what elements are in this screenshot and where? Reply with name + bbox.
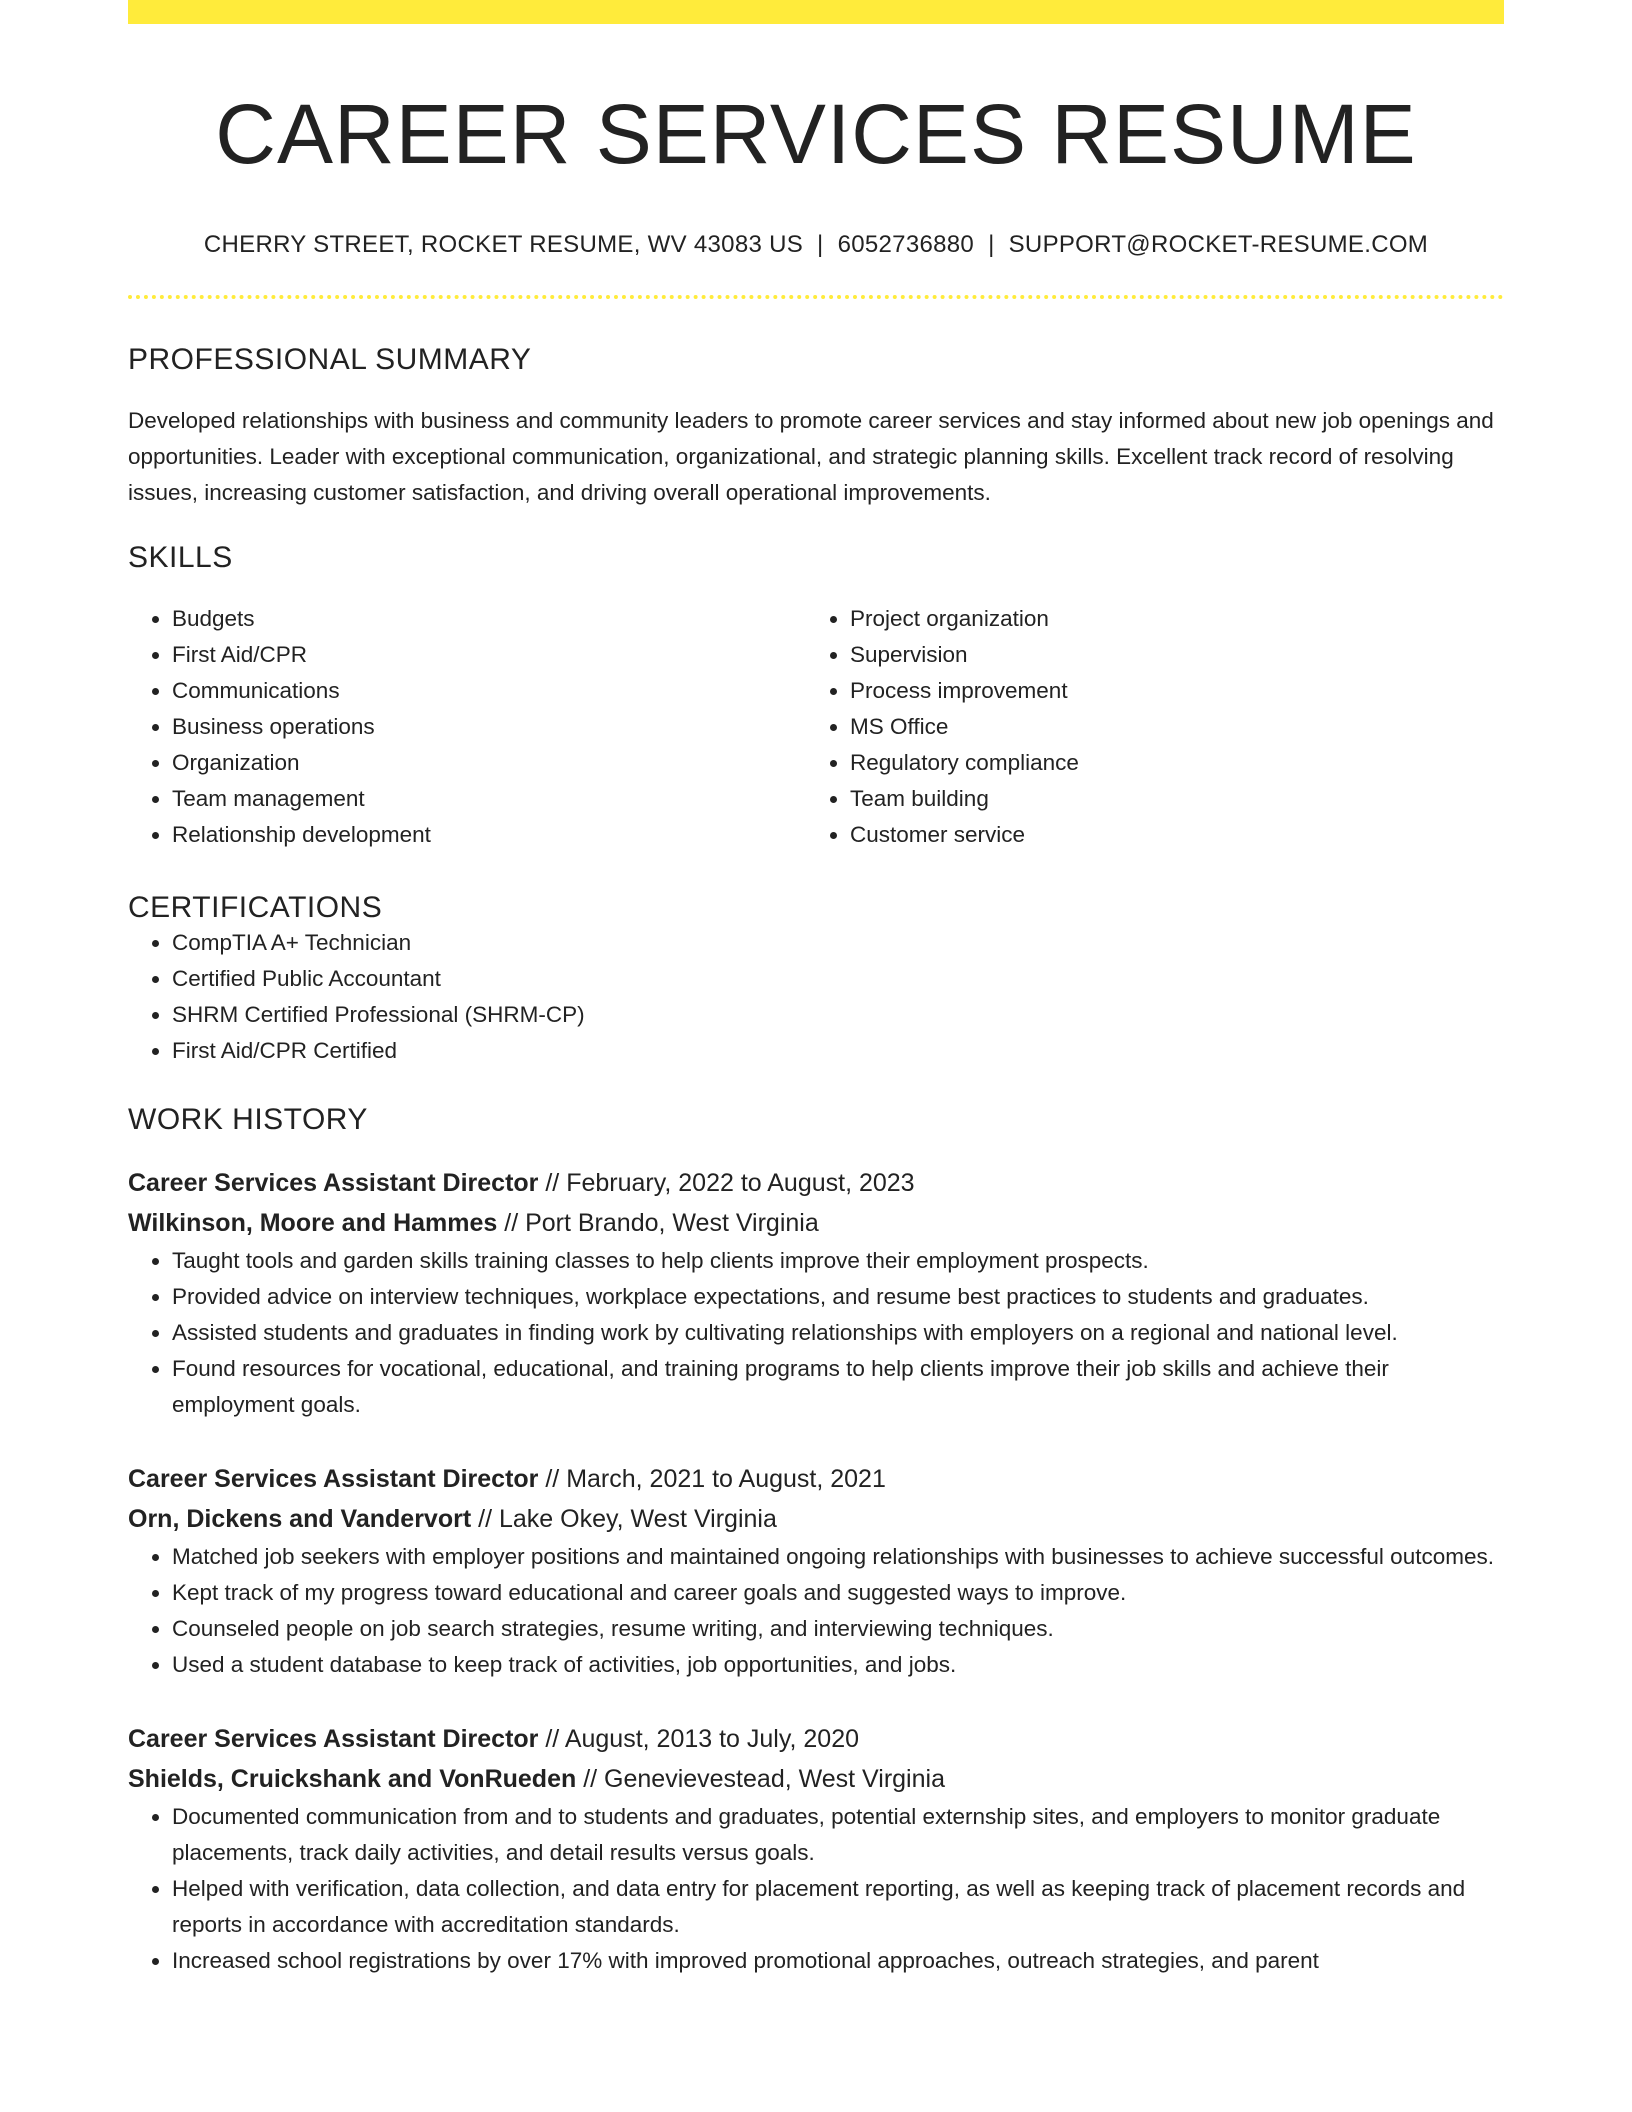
job-duty: • Documented communication from and to students and graduates, potential externship sites, and employers to monitor graduate placements, track daily activities, and detail results versus goals. [172, 1799, 1504, 1871]
contact-separator: | [988, 230, 995, 258]
skill-item: • Process improvement [850, 673, 1484, 709]
contact-phone: 6052736880 [837, 230, 975, 258]
certification-item: • First Aid/CPR Certified [172, 1033, 1504, 1069]
skill-item: • Team management [172, 781, 806, 817]
job-duty: • Matched job seekers with employer positions and maintained ongoing relationships with businesses to achieve successful outcomes. [172, 1539, 1504, 1575]
job-duty: • Counseled people on job search strategies, resume writing, and interviewing techniques. [172, 1611, 1504, 1647]
skill-item: • Organization [172, 745, 806, 781]
skill-item: • Regulatory compliance [850, 745, 1484, 781]
job-company-line [128, 1759, 1504, 1799]
skill-item: • Budgets [172, 601, 806, 637]
certifications-heading: CERTIFICATIONS [128, 890, 383, 924]
skill-item: • Customer service [850, 817, 1484, 853]
job-entry [128, 1719, 1504, 1979]
job-role: Career Services Assistant Director [128, 1464, 539, 1493]
certification-item: • SHRM Certified Professional (SHRM-CP) [172, 997, 1504, 1033]
job-duty: • Taught tools and garden skills training classes to help clients improve their employment prospects. [172, 1243, 1504, 1279]
certification-item: • Certified Public Accountant [172, 961, 1504, 997]
job-role: Career Services Assistant Director [128, 1168, 539, 1197]
resume-page [128, 0, 1504, 1979]
skills-list-left [128, 601, 806, 853]
work-history-heading: WORK HISTORY [128, 1102, 368, 1136]
skills-column-left [128, 601, 806, 853]
skill-item: • Project organization [850, 601, 1484, 637]
job-duty: • Assisted students and graduates in finding work by cultivating relationships with employers on a regional and national level. [172, 1315, 1504, 1351]
job-entry [128, 1459, 1504, 1683]
job-dates: // March, 2021 to August, 2021 [545, 1464, 886, 1493]
skill-item: • Supervision [850, 637, 1484, 673]
skill-item: • Communications [172, 673, 806, 709]
job-entry [128, 1163, 1504, 1423]
contact-email: SUPPORT@ROCKET-RESUME.COM [1008, 230, 1429, 258]
job-location: // Port Brando, West Virginia [504, 1208, 819, 1237]
skill-item: • Business operations [172, 709, 806, 745]
accent-top-bar [128, 0, 1504, 24]
dotted-divider [128, 295, 1504, 299]
certifications-list [128, 925, 1504, 1069]
job-company: Orn, Dickens and Vandervort [128, 1504, 472, 1533]
contact-line [128, 231, 1504, 259]
job-duties-list [128, 1799, 1504, 1979]
skills-column-right [806, 601, 1484, 853]
skills-grid [128, 601, 1504, 853]
job-role-line [128, 1719, 1504, 1759]
skill-item: • MS Office [850, 709, 1484, 745]
job-role: Career Services Assistant Director [128, 1724, 539, 1753]
skills-list-right [806, 601, 1484, 853]
skill-item: • Team building [850, 781, 1484, 817]
job-company: Wilkinson, Moore and Hammes [128, 1208, 498, 1237]
summary-text: Developed relationships with business and community leaders to promote career services and stay informed about new job openings and opportunities. Leader with exceptional communication, organizational, and strategic planning skills. Excellent track record of resolving issues, increasing customer satisfaction, and driving overall operational improvements. [128, 407, 1494, 505]
resume-title: CAREER SERVICES RESUME [215, 87, 1417, 181]
job-duty: • Increased school registrations by over 17% with improved promotional approaches, outreach strategies, and parent [172, 1943, 1504, 1979]
job-dates: // August, 2013 to July, 2020 [545, 1724, 860, 1753]
job-location: // Genevievestead, West Virginia [583, 1764, 945, 1793]
job-duties-list [128, 1243, 1504, 1423]
skill-item: • Relationship development [172, 817, 806, 853]
job-duty: • Found resources for vocational, educational, and training programs to help clients improve their job skills and achieve their employment goals. [172, 1351, 1504, 1423]
job-duty: • Provided advice on interview techniques, workplace expectations, and resume best practices to students and graduates. [172, 1279, 1504, 1315]
job-company-line [128, 1499, 1504, 1539]
skill-item: • First Aid/CPR [172, 637, 806, 673]
skills-heading: SKILLS [128, 540, 233, 574]
job-duties-list [128, 1539, 1504, 1683]
contact-separator: | [817, 230, 824, 258]
job-role-line [128, 1163, 1504, 1203]
summary-heading: PROFESSIONAL SUMMARY [128, 342, 532, 376]
job-duty: • Helped with verification, data collection, and data entry for placement reporting, as well as keeping track of placement records and reports in accordance with accreditation standards. [172, 1871, 1504, 1943]
contact-address: CHERRY STREET, ROCKET RESUME, WV 43083 US [203, 230, 804, 258]
job-role-line [128, 1459, 1504, 1499]
job-company: Shields, Cruickshank and VonRueden [128, 1764, 577, 1793]
job-duty: • Used a student database to keep track of activities, job opportunities, and jobs. [172, 1647, 1504, 1683]
job-location: // Lake Okey, West Virginia [478, 1504, 777, 1533]
job-duty: • Kept track of my progress toward educational and career goals and suggested ways to improve. [172, 1575, 1504, 1611]
certification-item: • CompTIA A+ Technician [172, 925, 1504, 961]
job-dates: // February, 2022 to August, 2023 [545, 1168, 915, 1197]
job-company-line [128, 1203, 1504, 1243]
